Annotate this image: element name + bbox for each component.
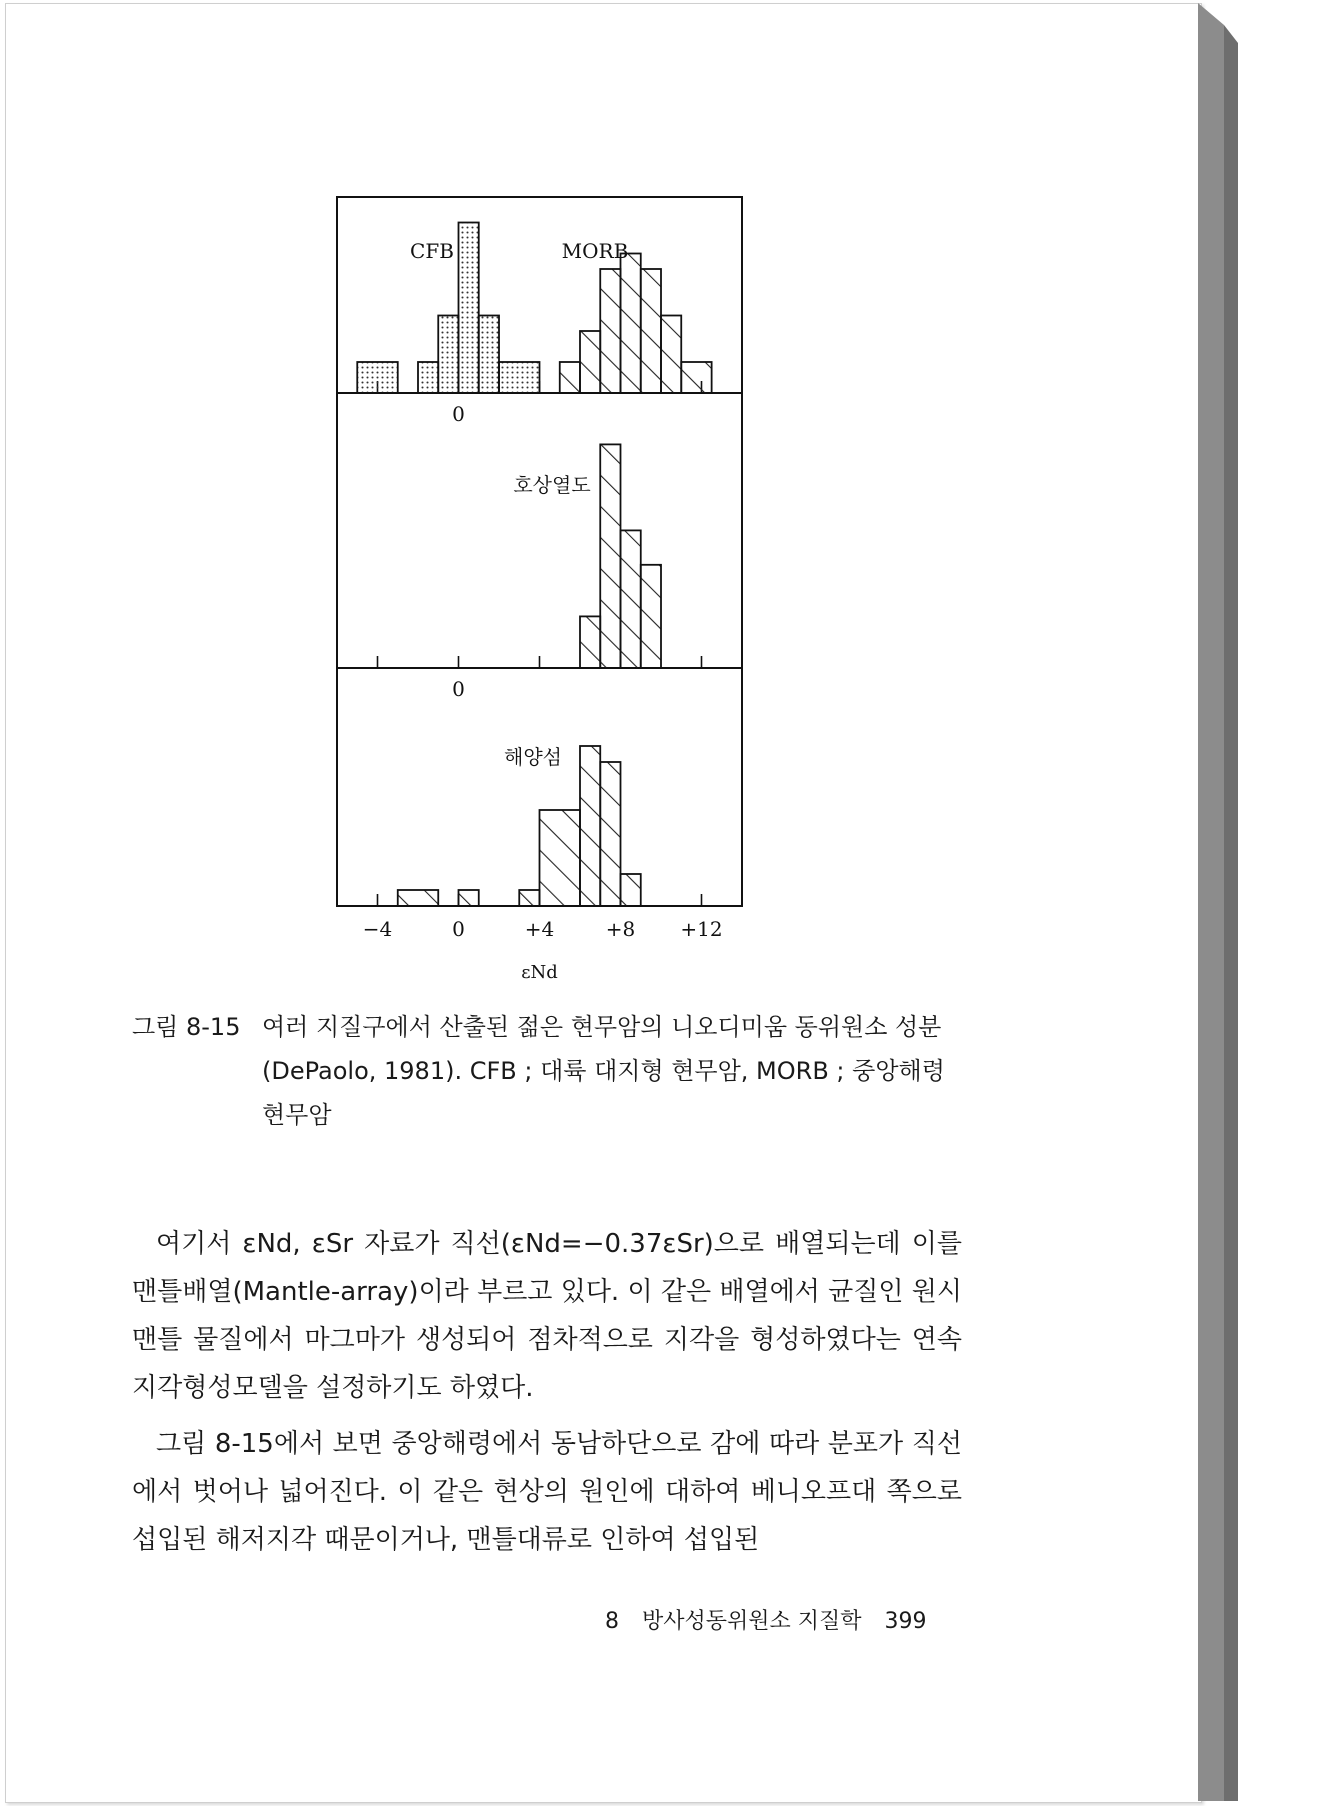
histogram-bar (641, 565, 661, 668)
x-tick-label: +4 (524, 917, 555, 941)
histogram-bar (560, 362, 580, 393)
histogram-bar (540, 810, 581, 906)
histogram-bar (357, 362, 398, 393)
series-label: 해양섬 (504, 745, 562, 769)
histogram-bar (621, 530, 641, 668)
histogram-bar (661, 316, 681, 394)
histogram-bar (438, 316, 458, 394)
histogram-bar (621, 254, 641, 394)
histogram-bar (499, 362, 540, 393)
histogram-bar (398, 890, 439, 906)
histogram-bar (600, 269, 620, 393)
plot-frame (337, 197, 742, 906)
caption-text: 여러 지질구에서 산출된 젊은 현무암의 니오디미움 동위원소 성분(DePaolo, 1981). CFB ; 대륙 대지형 현무암, MORB ; 중앙해령 현무암 (262, 1013, 945, 1129)
series-label: MORB (561, 239, 629, 263)
caption-label: 그림 8-15 (132, 1013, 241, 1041)
footer-page-number: 399 (884, 1609, 927, 1634)
series-label: 호상열도 (513, 473, 591, 497)
footer-chapter: 8 (605, 1609, 619, 1634)
histogram-bar (641, 269, 661, 393)
x-axis-label: εNd (521, 962, 558, 983)
x-tick-label: 0 (452, 917, 465, 941)
zero-tick-label: 0 (452, 402, 465, 426)
histogram-bar (479, 316, 499, 394)
body-paragraph-2: 그림 8-15에서 보면 중앙해령에서 동남하단으로 감에 따라 분포가 직선에서 벗어나 넓어진다. 이 같은 현상의 원인에 대하여 베니오프대 쪽으로 섭입된 해저지각 때문이거나, 맨틀대류로 인하여 섭입된 (132, 1429, 962, 1555)
histogram-bar (681, 362, 711, 393)
histogram-bar (580, 746, 600, 906)
histogram-bar (418, 362, 438, 393)
histogram-bar (459, 890, 479, 906)
series-label: CFB (410, 239, 454, 263)
body-paragraph-1: 여기서 εNd, εSr 자료가 직선(εNd=−0.37εSr)으로 배열되는데 이를 맨틀배열(Mantle-array)이라 부르고 있다. 이 같은 배열에서 균질인 원시맨틀 물질에서 마그마가 생성되어 점차적으로 지각을 형성하였다는 연속 지각형성모델을 설정하기도 하였다. (132, 1229, 962, 1403)
histogram-bar (580, 331, 600, 393)
x-tick-label: −4 (362, 917, 393, 941)
footer-title: 방사성동위원소 지질학 (642, 1609, 862, 1634)
histogram-bar (519, 890, 539, 906)
histogram-bar (580, 616, 600, 668)
zero-tick-label: 0 (452, 677, 465, 701)
x-tick-label: +12 (680, 917, 723, 941)
histogram-bar (459, 223, 479, 394)
histogram-bar (600, 444, 620, 668)
x-tick-label: +8 (605, 917, 636, 941)
page-footer (605, 1604, 943, 1635)
histogram-bar (600, 762, 620, 906)
histogram-bar (621, 874, 641, 906)
